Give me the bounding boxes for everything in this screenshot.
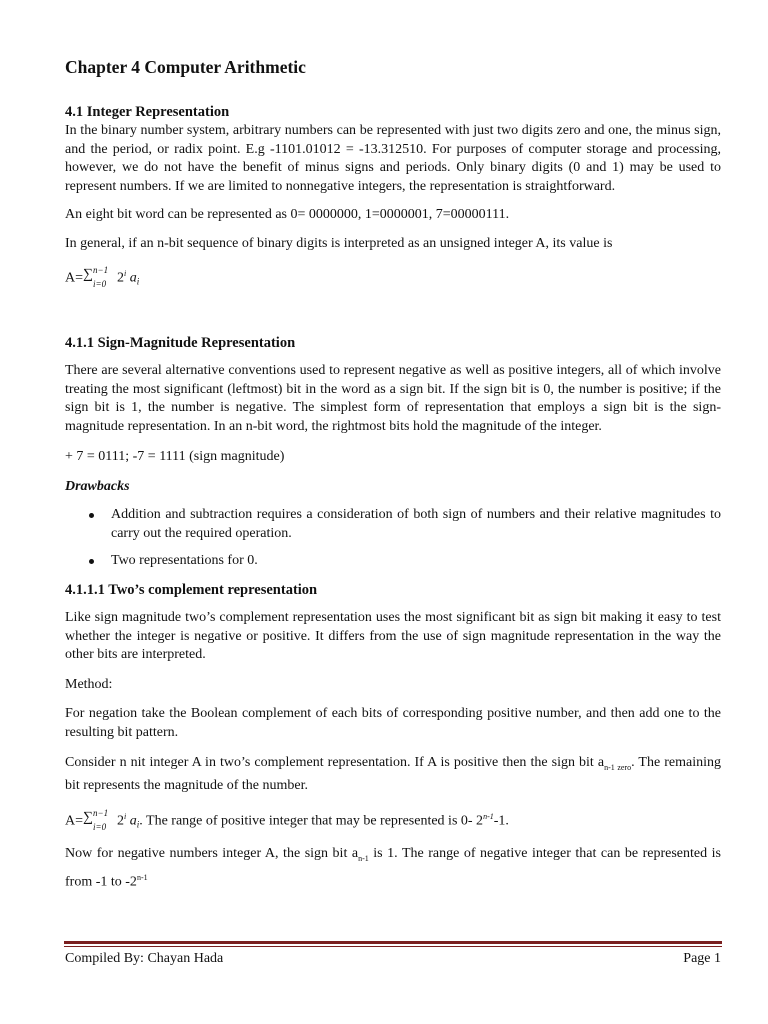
chapter-title: Chapter 4 Computer Arithmetic	[65, 57, 306, 77]
section-4-1-paragraph-2: An eight bit word can be represented as 0= 0000000, 1=0000001, 7=00000111.	[65, 207, 510, 223]
formula-term: a	[129, 813, 137, 829]
sigma-glyph: ∑	[83, 267, 93, 283]
section-4-1-paragraph-1: In the binary number system, arbitrary numbers can be represented with just two digits zero and one, the minus sign, and the period, or radix point. E.g -1101.01012 = -13.312510. For purposes of computer storage and processing, however, we do not have the benefit of minus signs and periods. Only binary digits (0 and 1) may be used to represent numbers. If we are limited to nonnegative integers, the representation is straightforward.	[65, 123, 721, 194]
list-item	[65, 552, 721, 571]
list-item-text: Two representations for 0.	[111, 553, 258, 569]
list-item-text: Addition and subtraction requires a consideration of both sign of numbers and their relative magnitudes to carry out the required operation.	[111, 507, 721, 541]
para3-text-b: . The remaining bit represents the magnitude of the number.	[65, 754, 721, 793]
sum-upper-limit: n−1	[93, 265, 109, 276]
formula-prefix: A=	[65, 813, 84, 829]
formula2-superscript: n-1	[483, 811, 494, 821]
sum-upper-limit: n−1	[93, 808, 109, 819]
summation-symbol	[83, 265, 117, 290]
page-content	[65, 54, 721, 901]
para4-superscript: n-1	[136, 872, 148, 882]
drawbacks-list	[65, 506, 721, 571]
sigma-glyph: ∑	[83, 810, 93, 826]
formula-exponent: i	[124, 268, 127, 278]
list-item	[65, 506, 721, 543]
section-4-1-1-1-paragraph-1: Like sign magnitude two’s complement representation uses the most significant bit as sign bit making it easy to test whether the integer is negative or positive. It differs from the use of sign magnitude representation in the way the other bits are interpreted.	[65, 609, 721, 663]
footer-page-number: Page 1	[683, 951, 721, 966]
section-4-1-1-1-paragraph-2: For negation take the Boolean complement of each bits of corresponding positive number, and then add one to the resulting bit pattern.	[65, 706, 721, 740]
para4-text-b: is 1. The range of negative integer that can be represented is from -1 to -2	[65, 846, 721, 890]
para4-text-a: Now for negative numbers integer A, the sign bit a	[65, 846, 359, 862]
formula-term: a	[129, 270, 137, 286]
sum-lower-limit: i=0	[93, 822, 107, 833]
positive-range-formula	[65, 807, 721, 835]
section-4-1-1-1-title: 4.1.1.1 Two’s complement representation	[65, 581, 318, 598]
para3-text-a: Consider n nit integer A in two’s complement representation. If A is positive then the sign bit a	[65, 754, 605, 770]
unsigned-value-formula	[65, 264, 721, 292]
summation-symbol	[83, 808, 117, 833]
formula2-text-b: -1.	[493, 813, 509, 829]
formula-exponent: i	[124, 811, 127, 821]
footer-rule	[64, 941, 722, 947]
bullet-icon	[89, 513, 94, 518]
sum-lower-limit: i=0	[93, 279, 107, 290]
footer-compiled-by: Compiled By: Chayan Hada	[65, 951, 224, 966]
formula-term-sub: i	[136, 276, 140, 287]
footer-rule-thick	[64, 941, 722, 944]
section-4-1-1-1-paragraph-3	[65, 754, 721, 796]
formula-term-sub: i	[136, 819, 140, 830]
section-4-1-1-title: 4.1.1 Sign-Magnitude Representation	[65, 335, 296, 352]
method-label: Method:	[65, 676, 113, 692]
drawbacks-heading: Drawbacks	[65, 479, 130, 495]
formula-prefix: A=	[65, 270, 84, 286]
footer-rule-thin	[64, 946, 722, 947]
formula2-text-a: . The range of positive integer that may be represented is 0- 2	[139, 813, 484, 829]
section-4-1-1-paragraph-2: + 7 = 0111; -7 = 1111 (sign magnitude)	[65, 448, 285, 464]
para4-subscript: n-1	[358, 853, 369, 863]
section-4-1-title: 4.1 Integer Representation	[65, 104, 230, 120]
section-4-1-paragraph-3: In general, if an n-bit sequence of binary digits is interpreted as an unsigned integer A, its value is	[65, 235, 613, 251]
bullet-icon	[89, 559, 94, 564]
section-4-1-1-paragraph-1: There are several alternative conventions used to represent negative as well as positive integers, all of which involve treating the most significant (leftmost) bit in the word as a sign bit. If the sign bit is 0, the number is positive; if the sign bit is 1, the number is negative. The simplest form of representation that employs a sign bit is the sign-magnitude representation. In an n-bit word, the rightmost bits hold the magnitude of the integer.	[65, 363, 721, 434]
formula-base: 2	[117, 270, 125, 286]
para3-subscript: n-1 zero	[604, 762, 632, 772]
formula-base: 2	[117, 813, 125, 829]
section-4-1-1-1-paragraph-4	[65, 845, 721, 892]
